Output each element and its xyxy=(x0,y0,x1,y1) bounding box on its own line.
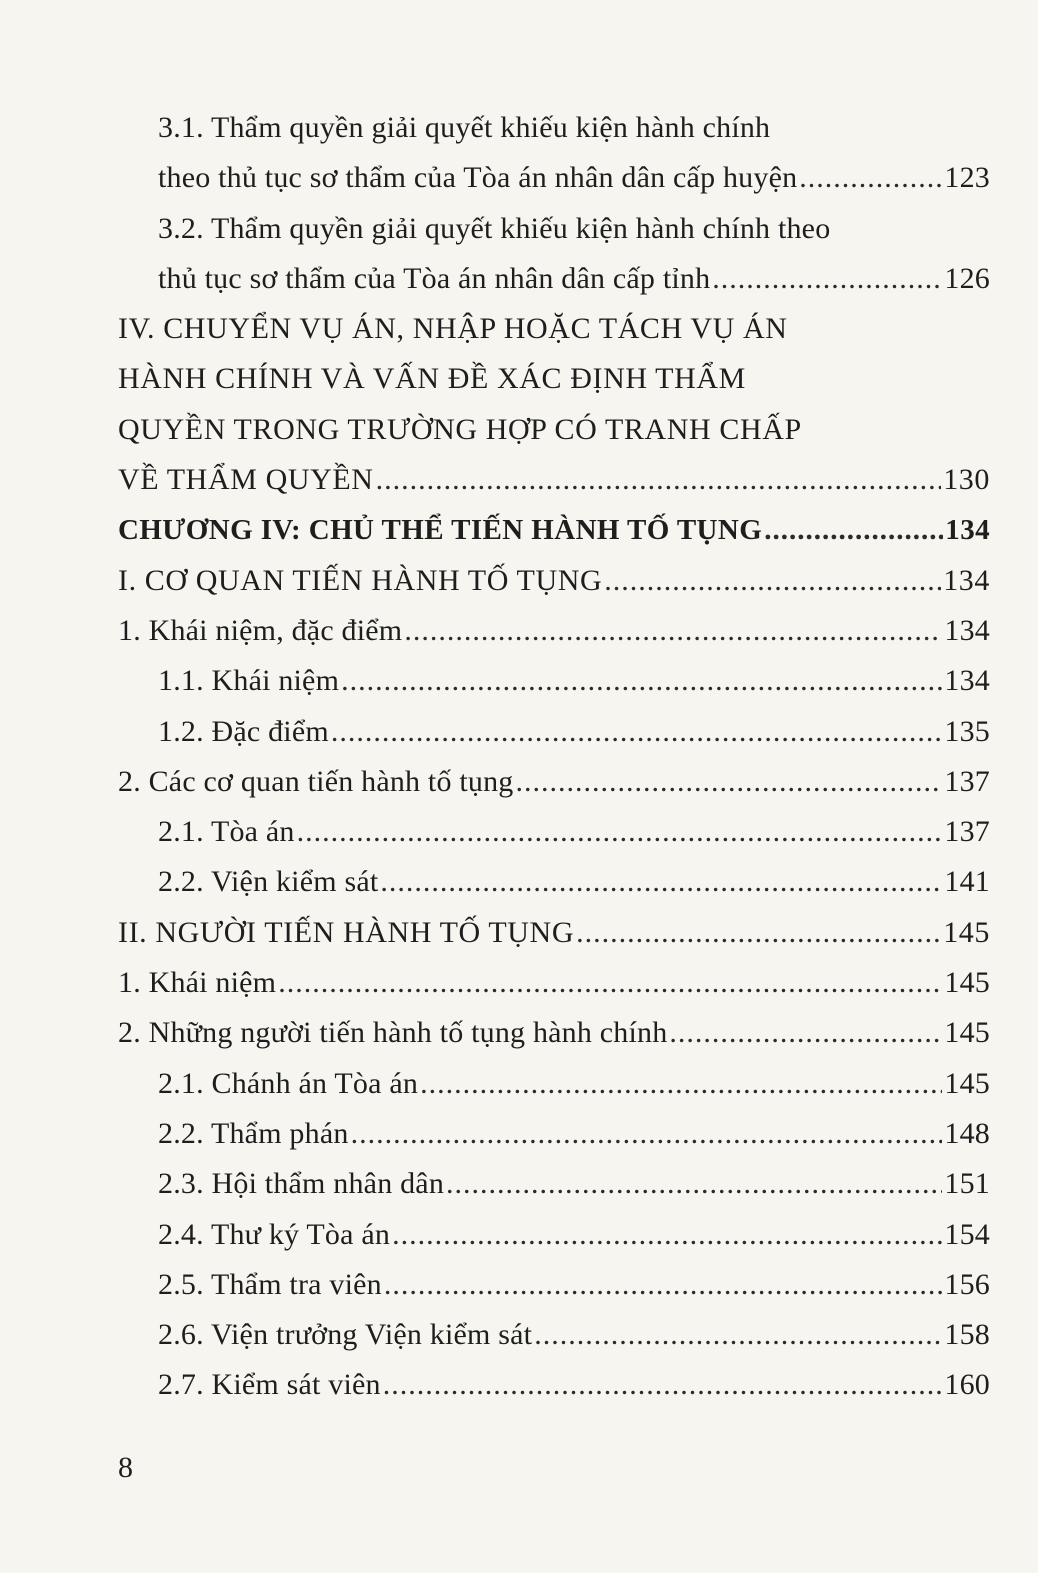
toc-entry-title: HÀNH CHÍNH VÀ VẤN ĐỀ XÁC ĐỊNH THẨM xyxy=(118,362,746,396)
toc-entry xyxy=(118,1159,990,1209)
dot-leader xyxy=(604,556,941,606)
toc-entry-page: 123 xyxy=(944,161,990,195)
toc-entry-title: 2.6. Viện trưởng Viện kiểm sát xyxy=(158,1318,533,1352)
toc-entry-title: II. NGƯỜI TIẾN HÀNH TỐ TỤNG xyxy=(118,915,575,949)
toc-entry xyxy=(118,1210,990,1260)
toc-entry-page: 130 xyxy=(943,463,990,497)
dot-leader xyxy=(669,1008,942,1058)
dot-leader xyxy=(576,908,941,958)
dot-leader xyxy=(404,606,942,656)
toc-entry-page: 137 xyxy=(944,764,990,798)
toc-entry xyxy=(118,103,990,153)
toc-entry-title: I. CƠ QUAN TIẾN HÀNH TỐ TỤNG xyxy=(118,563,603,597)
toc-entry-title: 2.1. Tòa án xyxy=(158,815,295,849)
toc-entry-page: 134 xyxy=(943,563,990,597)
dot-leader xyxy=(534,1310,942,1360)
toc-entry-title: CHƯƠNG IV: CHỦ THỂ TIẾN HÀNH TỐ TỤNG xyxy=(118,514,763,547)
toc-entry-title: 1.2. Đặc điểm xyxy=(158,714,329,748)
toc-entry xyxy=(118,405,990,455)
toc-entry-title: 2.1. Chánh án Tòa án xyxy=(158,1066,419,1100)
toc-entry-page: 141 xyxy=(944,865,990,899)
toc-entry xyxy=(118,958,990,1008)
toc-entry xyxy=(118,1310,990,1360)
toc-entry-title: 2. Các cơ quan tiến hành tố tụng xyxy=(118,764,514,798)
toc-entry xyxy=(118,908,990,958)
toc-entry-title: 2.3. Hội thẩm nhân dân xyxy=(158,1167,445,1201)
toc-entry xyxy=(118,707,990,757)
dot-leader xyxy=(420,1059,942,1109)
toc-entry xyxy=(118,254,990,304)
toc-entry-page: 158 xyxy=(944,1318,990,1352)
toc-entry xyxy=(118,304,990,354)
dot-leader xyxy=(341,656,942,706)
toc-entry-page: 151 xyxy=(944,1167,990,1201)
page-number: 8 xyxy=(118,1451,133,1484)
dot-leader xyxy=(383,1360,943,1410)
dot-leader xyxy=(392,1210,942,1260)
toc-entry-page: 156 xyxy=(944,1267,990,1301)
dot-leader xyxy=(446,1159,942,1209)
toc-entry-page: 135 xyxy=(944,714,990,748)
toc-entry-page: 134 xyxy=(944,613,990,647)
dot-leader xyxy=(376,455,942,505)
toc-entry-title: 3.2. Thẩm quyền giải quyết khiếu kiện hành chính theo xyxy=(158,211,831,245)
toc-entry-title: 2.4. Thư ký Tòa án xyxy=(158,1217,391,1251)
toc-entry-page: 137 xyxy=(944,815,990,849)
toc-entry-title: QUYỀN TRONG TRƯỜNG HỢP CÓ TRANH CHẤP xyxy=(118,412,802,446)
toc-entry-title: 2.7. Kiểm sát viên xyxy=(158,1368,381,1402)
toc-entry xyxy=(118,505,990,555)
dot-leader xyxy=(351,1109,943,1159)
toc-entry-title: 3.1. Thẩm quyền giải quyết khiếu kiện hành chính xyxy=(158,111,771,144)
toc-entry-title: 2.5. Thẩm tra viên xyxy=(158,1267,382,1301)
table-of-contents xyxy=(118,103,990,1411)
toc-entry-title: theo thủ tục sơ thẩm của Tòa án nhân dân cấp huyện xyxy=(158,161,798,195)
dot-leader xyxy=(516,757,943,807)
dot-leader xyxy=(331,707,943,757)
toc-entry-title: VỀ THẨM QUYỀN xyxy=(118,463,374,497)
toc-entry-title: 2. Những người tiến hành tố tụng hành chính xyxy=(118,1016,668,1050)
toc-entry xyxy=(118,656,990,706)
toc-entry-title: 1. Khái niệm, đặc điểm xyxy=(118,613,403,647)
toc-entry xyxy=(118,807,990,857)
toc-entry xyxy=(118,556,990,606)
toc-entry xyxy=(118,1360,990,1410)
toc-entry xyxy=(118,1109,990,1159)
toc-entry-page: 134 xyxy=(944,664,990,698)
dot-leader xyxy=(764,505,943,555)
toc-entry-page: 134 xyxy=(945,514,990,547)
toc-entry-title: thủ tục sơ thẩm của Tòa án nhân dân cấp tỉnh xyxy=(158,261,711,295)
toc-entry xyxy=(118,1260,990,1310)
dot-leader xyxy=(297,807,943,857)
toc-entry-page: 148 xyxy=(944,1116,990,1150)
toc-entry xyxy=(118,204,990,254)
toc-entry-page: 126 xyxy=(944,261,990,295)
dot-leader xyxy=(380,857,942,907)
toc-entry-title: 1.1. Khái niệm xyxy=(158,664,340,698)
toc-entry-page: 145 xyxy=(944,1066,990,1100)
dot-leader xyxy=(712,254,942,304)
toc-entry xyxy=(118,1008,990,1058)
toc-entry-page: 154 xyxy=(944,1217,990,1251)
toc-entry xyxy=(118,354,990,404)
toc-entry xyxy=(118,606,990,656)
dot-leader xyxy=(799,153,942,203)
toc-entry xyxy=(118,757,990,807)
toc-entry-page: 145 xyxy=(943,915,990,949)
toc-entry-page: 160 xyxy=(944,1368,990,1402)
toc-entry-title: IV. CHUYỂN VỤ ÁN, NHẬP HOẶC TÁCH VỤ ÁN xyxy=(118,312,788,346)
toc-entry-page: 145 xyxy=(944,966,990,1000)
toc-entry-title: 2.2. Viện kiểm sát xyxy=(158,865,379,899)
toc-entry xyxy=(118,153,990,203)
toc-entry xyxy=(118,857,990,907)
toc-entry-title: 2.2. Thẩm phán xyxy=(158,1116,349,1150)
toc-entry xyxy=(118,455,990,505)
toc-entry xyxy=(118,1059,990,1109)
toc-entry-title: 1. Khái niệm xyxy=(118,966,277,1000)
toc-entry-page: 145 xyxy=(944,1016,990,1050)
dot-leader xyxy=(278,958,942,1008)
dot-leader xyxy=(384,1260,943,1310)
